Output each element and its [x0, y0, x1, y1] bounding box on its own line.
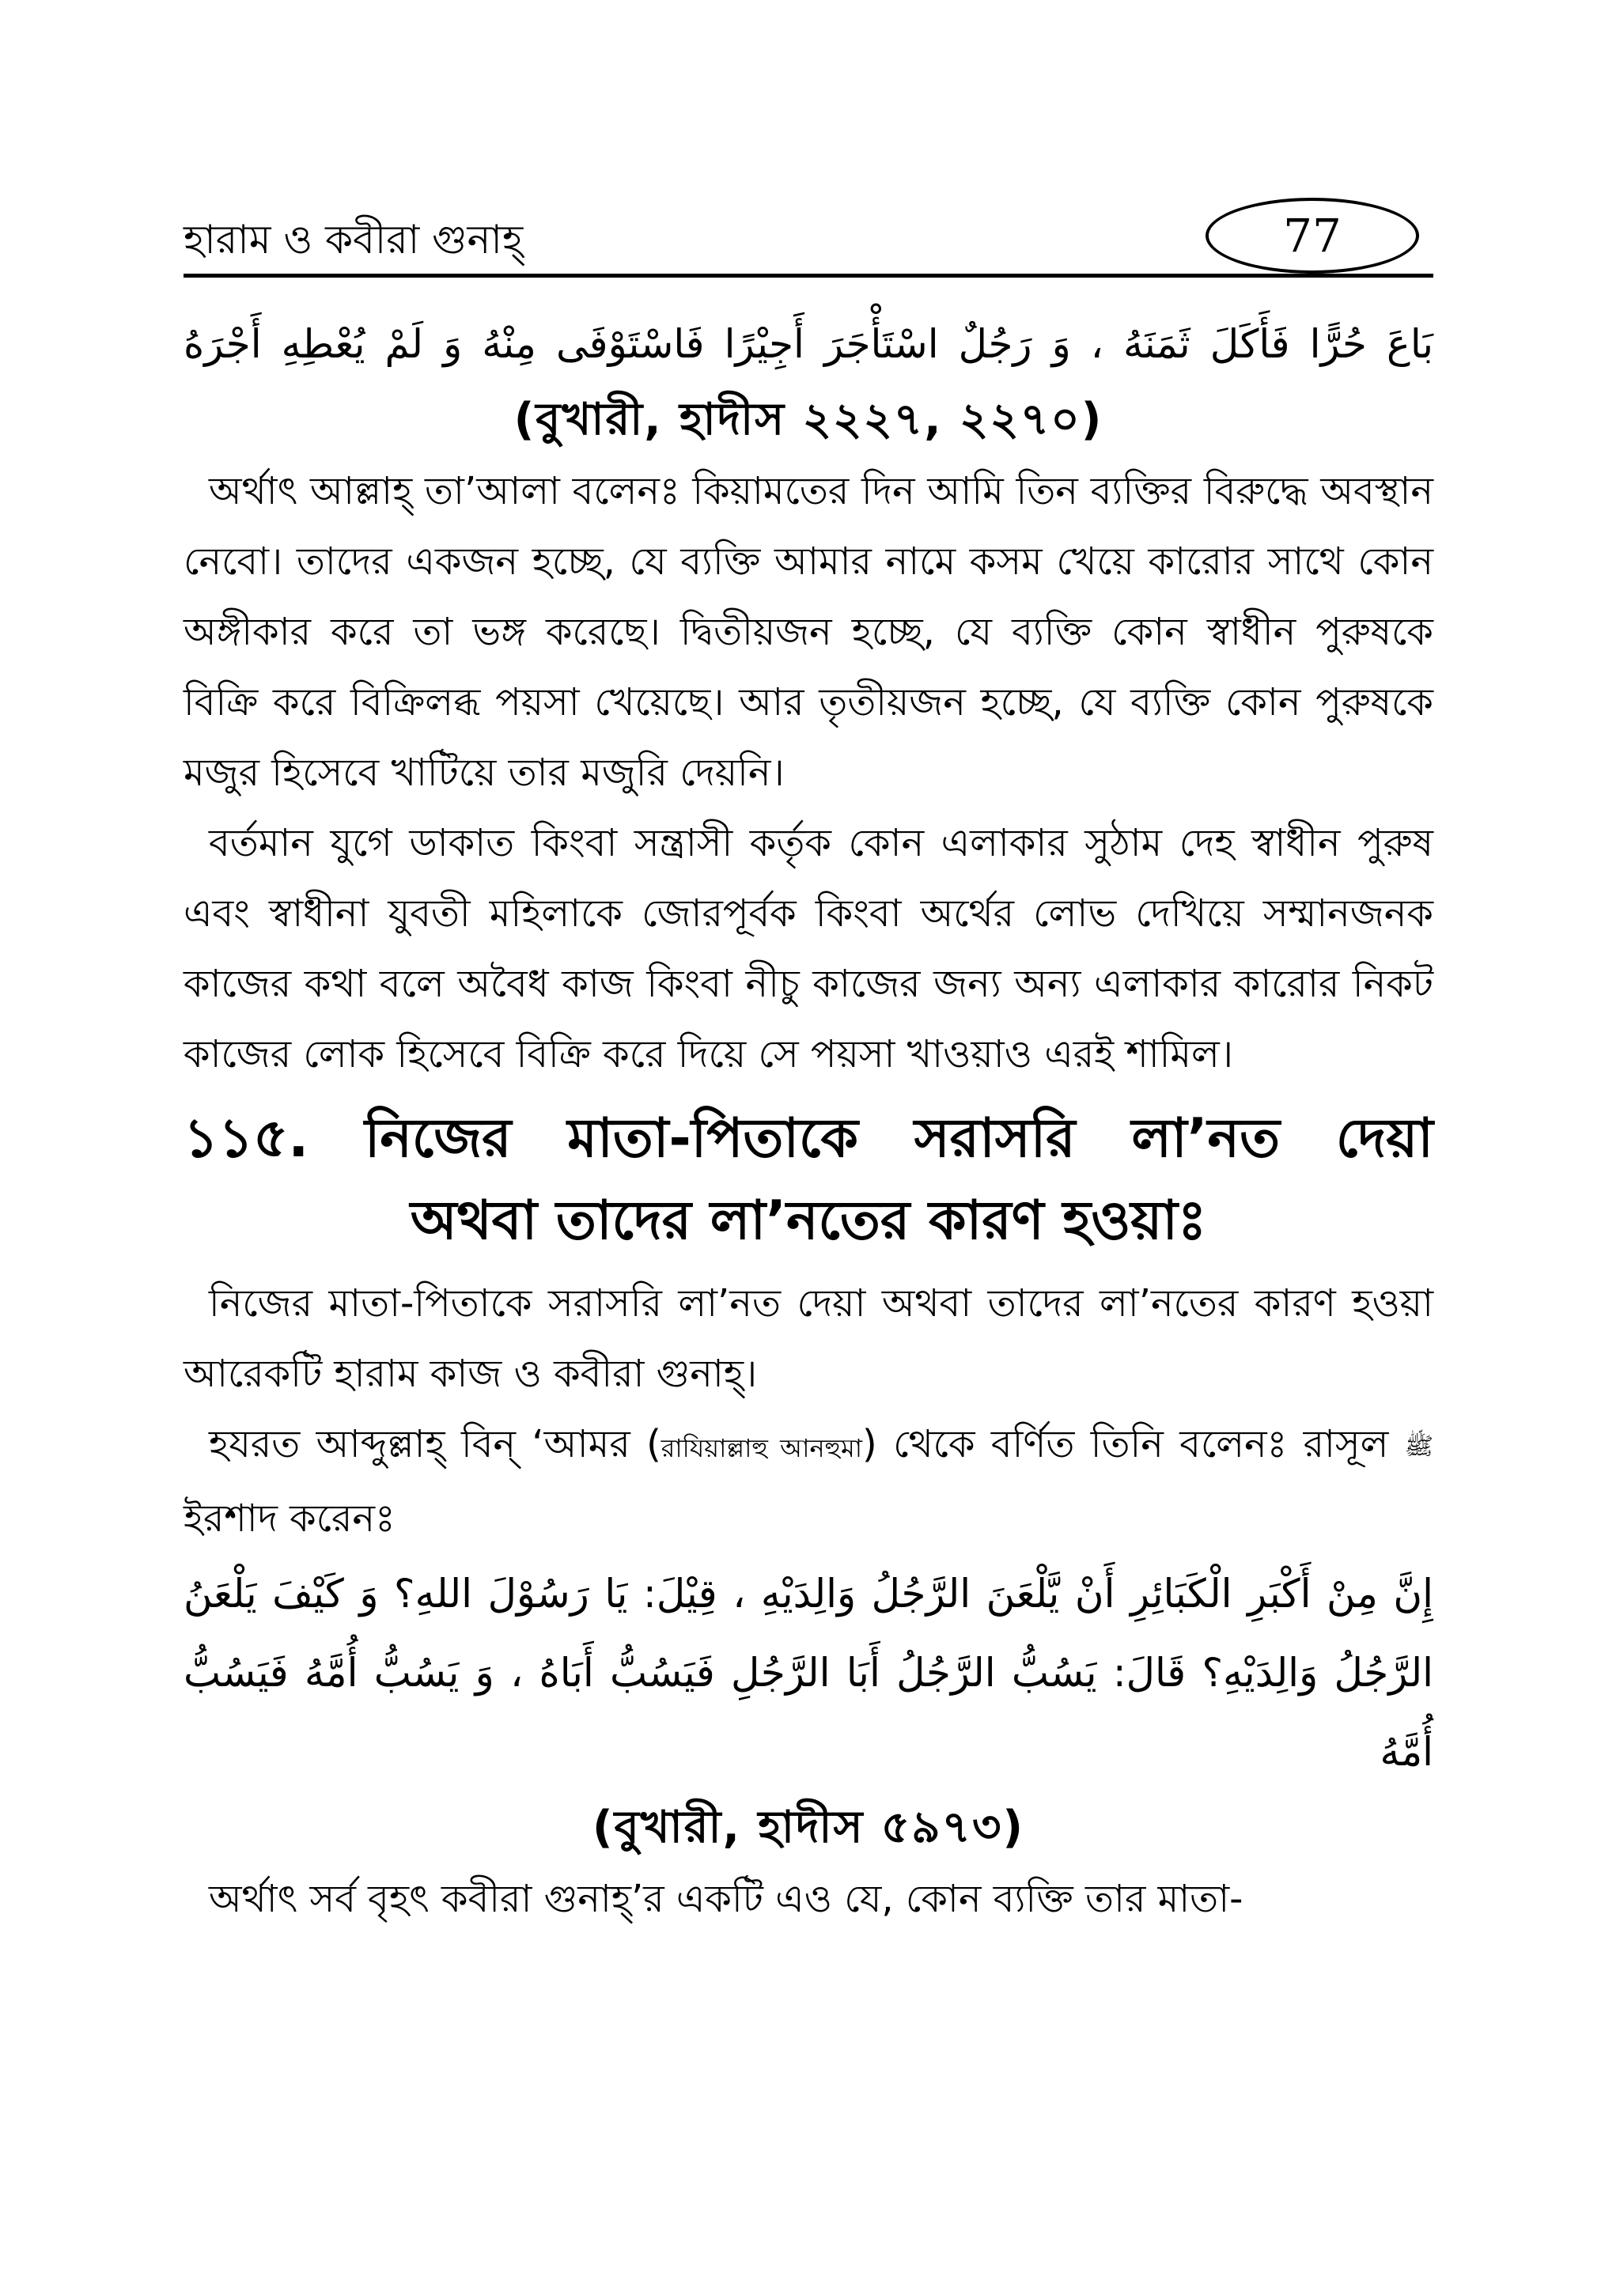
- page-number-oval: [1206, 198, 1419, 274]
- paragraph-5: অর্থাৎ সর্ব বৃহৎ কবীরা গুনাহ্’র একটি এও যে, কোন ব্যক্তি তার মাতা-: [209, 1877, 1243, 1921]
- paragraph-2: বর্তমান যুগে ডাকাত কিংবা সন্ত্রাসী কর্তৃক কোন এলাকার সুঠাম দেহ স্বাধীন পুরুষ এবং স্বাধীনা যুবতী মহিলাকে জোরপূর্বক কিংবা অর্থের লোভ দেখিয়ে সম্মানজনক কাজের কথা বলে অবৈধ কাজ কিংবা নীচু কাজের জন্য অন্য এলাকার কারোর নিকট কাজের লোক হিসেবে বিক্রি করে দিয়ে সে পয়সা খাওয়াও এরই শামিল।: [184, 821, 1433, 1076]
- citation-1: (বুখারী, হাদীস ২২২৭, ২২৭০): [513, 394, 1103, 445]
- arabic-text-1: بَاعَ حُرًّا فَأَكَلَ ثَمَنَهُ ، وَ رَجُلٌ اسْتَأْجَرَ أَجِيْرًا فَاسْتَوْفَى مِنْهُ وَ لَمْ يُعْطِهِ أَجْرَهُ: [184, 321, 1433, 367]
- section-heading-line-1: ১১৫. নিজের মাতা-পিতাকে সরাসরি লা’নত দেয়া: [184, 1107, 1433, 1170]
- honorific-text: রাযিয়াল্লাহু আনহুমা: [660, 1433, 863, 1463]
- section-heading: [184, 1098, 1433, 1262]
- paragraph-4: [184, 1409, 1433, 1554]
- section-heading-line-2: অথবা তাদের লা’নতের কারণ হওয়াঃ: [410, 1190, 1207, 1252]
- paragraph-3: নিজের মাতা-পিতাকে সরাসরি লা’নত দেয়া অথবা তাদের লা’নতের কারণ হওয়া আরেকটি হারাম কাজ ও কবীরা গুনাহ্।: [184, 1281, 1433, 1396]
- page-number: 77: [1283, 209, 1342, 263]
- pbuh-glyph: ﷺ: [1404, 1432, 1433, 1461]
- page-content: [184, 304, 1433, 1935]
- paragraph-4-part-2: ) থেকে বর্ণিত তিনি বলেনঃ রাসূল: [862, 1422, 1405, 1466]
- running-title: হারাম ও কবীরা গুনাহ্: [184, 217, 524, 263]
- citation-2: (বুখারী, হাদীস ৫৯৭৩): [592, 1802, 1025, 1853]
- paragraph-4-part-1: হযরত আব্দুল্লাহ্ বিন্ ‘আমর (: [209, 1422, 661, 1466]
- page-header: [184, 190, 1433, 285]
- header-rule: [184, 274, 1433, 278]
- paragraph-4-part-3: ইরশাদ করেনঃ: [184, 1496, 396, 1541]
- paragraph-1: অর্থাৎ আল্লাহ্ তা’আলা বলেনঃ কিয়ামতের দিন আমি তিন ব্যক্তির বিরুদ্ধে অবস্থান নেবো। তাদের একজন হচ্ছে, যে ব্যক্তি আমার নামে কসম খেয়ে কারোর সাথে কোন অঙ্গীকার করে তা ভঙ্গ করেছে। দ্বিতীয়জন হচ্ছে, যে ব্যক্তি কোন স্বাধীন পুরুষকে বিক্রি করে বিক্রিলব্ধ পয়সা খেয়েছে। আর তৃতীয়জন হচ্ছে, যে ব্যক্তি কোন পুরুষকে মজুর হিসেবে খাটিয়ে তার মজুরি দেয়নি।: [184, 469, 1433, 795]
- arabic-text-2: إِنَّ مِنْ أَكْبَرِ الْكَبَائِرِ أَنْ يَّلْعَنَ الرَّجُلُ وَالِدَيْهِ ، قِيْلَ: يَا رَسُوْلَ اللهِ؟ وَ كَيْفَ يَلْعَنُ الرَّجُلُ وَالِدَيْهِ؟ قَالَ: يَسُبُّ الرَّجُلُ أَبَا الرَّجُلِ فَيَسُبُّ أَبَاهُ ، وَ يَسُبُّ أُمَّهُ فَيَسُبُّ أُمَّهُ: [184, 1571, 1433, 1775]
